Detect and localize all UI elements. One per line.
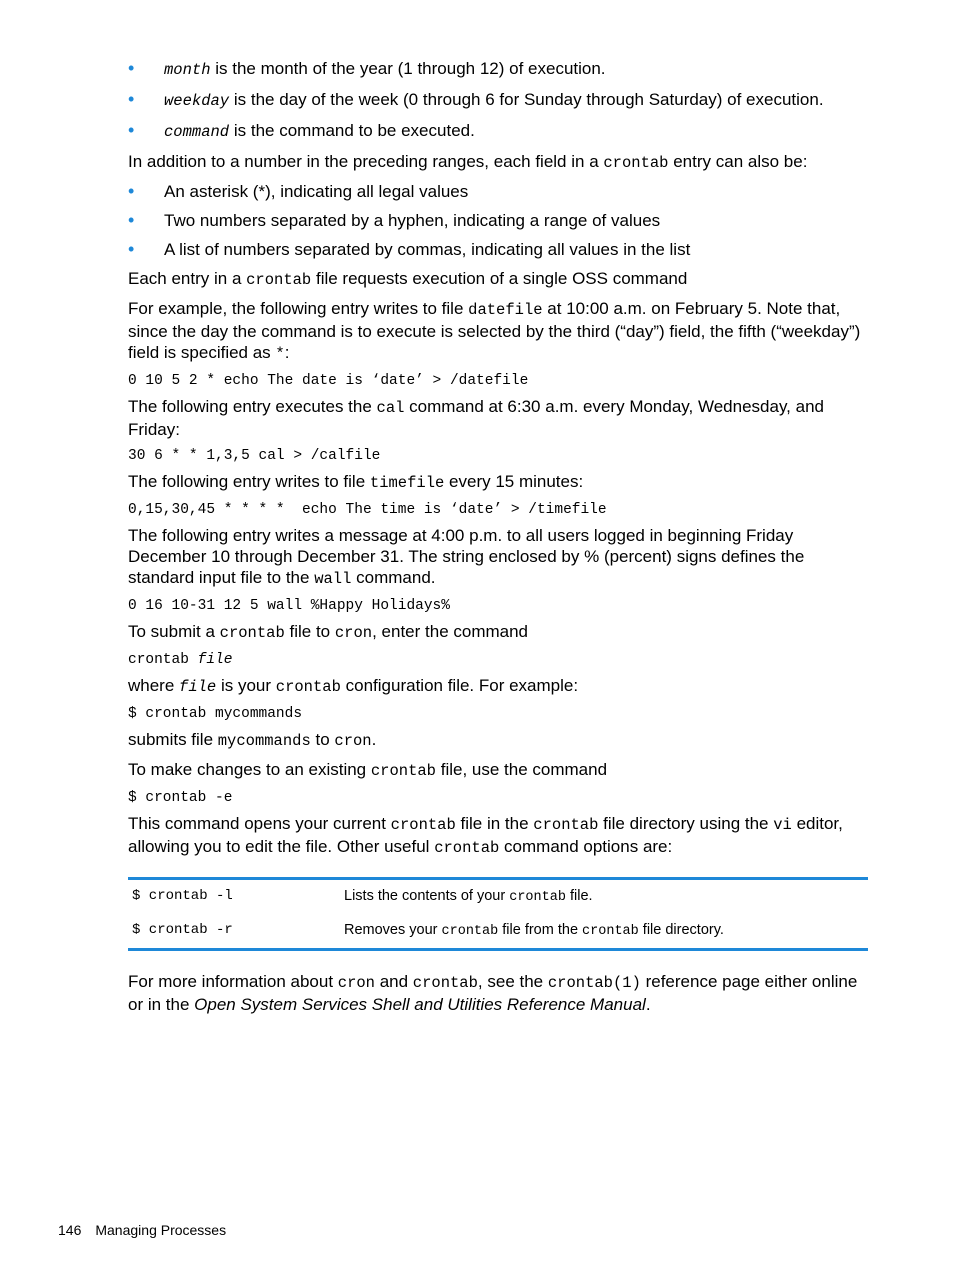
paragraph: For more information about cron and crontab, see the crontab(1) reference page either online or in the Open System Services Shell and Utilities Reference Manual. bbox=[128, 972, 858, 1014]
paragraph: The following entry writes a message at 4:00 p.m. to all users logged in beginning Friday December 10 through December 31. The string enclosed by % (percent) signs defines the standard input file to the wall command. bbox=[128, 526, 805, 588]
paragraph: The following entry executes the cal command at 6:30 a.m. every Monday, Wednesday, and Friday: bbox=[128, 397, 824, 439]
paragraph: In addition to a number in the preceding ranges, each field in a crontab entry can also be: bbox=[128, 152, 808, 172]
code-example: 0 10 5 2 * echo The date is ‘date’ > /datefile bbox=[128, 373, 529, 389]
code-example: crontab file bbox=[128, 652, 233, 668]
paragraph: Each entry in a crontab file requests execution of a single OSS command bbox=[128, 269, 688, 289]
options-table bbox=[128, 877, 868, 951]
manual-title: Open System Services Shell and Utilities Reference Manual bbox=[194, 995, 646, 1014]
paragraph: To submit a crontab file to cron, enter the command bbox=[128, 622, 529, 642]
code-example: 0,15,30,45 * * * * echo The time is ‘date’ > /timefile bbox=[128, 502, 607, 518]
paragraph: To make changes to an existing crontab file, use the command bbox=[128, 760, 608, 780]
list-item: • month is the month of the year (1 through 12) of execution. bbox=[128, 58, 868, 81]
page-number: 146 bbox=[58, 1222, 82, 1238]
paragraph: This command opens your current crontab file in the crontab file directory using the vi editor, allowing you to edit the file. Other useful crontab command options are: bbox=[128, 814, 843, 857]
option-description: Lists the contents of your crontab file. bbox=[344, 888, 593, 905]
list-item: • Two numbers separated by a hyphen, indicating a range of values bbox=[128, 210, 868, 231]
paragraph: submits file mycommands to cron. bbox=[128, 730, 377, 750]
table-row bbox=[128, 914, 868, 950]
list-item: • command is the command to be executed. bbox=[128, 120, 868, 143]
paragraph: where file is your crontab configuration file. For example: bbox=[128, 676, 579, 696]
option-command: $ crontab -l bbox=[132, 888, 233, 904]
section-title: Managing Processes bbox=[95, 1222, 227, 1238]
option-command: $ crontab -r bbox=[132, 922, 233, 938]
code-example: $ crontab -e bbox=[128, 790, 233, 806]
list-item: • An asterisk (*), indicating all legal values bbox=[128, 181, 868, 202]
page-footer bbox=[58, 1222, 226, 1238]
code-example: 0 16 10-31 12 5 wall %Happy Holidays% bbox=[128, 598, 450, 614]
list-item: • A list of numbers separated by commas, indicating all values in the list bbox=[128, 239, 868, 260]
code-example: 30 6 * * 1,3,5 cal > /calfile bbox=[128, 448, 381, 464]
list-item: • weekday is the day of the week (0 through 6 for Sunday through Saturday) of execution. bbox=[128, 89, 868, 112]
field-bullet-list bbox=[128, 58, 868, 143]
table-row bbox=[128, 879, 868, 915]
value-bullet-list bbox=[128, 181, 868, 260]
option-description: Removes your crontab file from the crontab file directory. bbox=[344, 922, 724, 939]
paragraph: The following entry writes to file timefile every 15 minutes: bbox=[128, 472, 584, 492]
page-body bbox=[128, 58, 868, 1022]
paragraph: For example, the following entry writes to file datefile at 10:00 a.m. on February 5. Note that, since the day the command is to execute is selected by the third (“day”) field, the fifth (“weekday”) field is specified as *: bbox=[128, 299, 861, 363]
code-example: $ crontab mycommands bbox=[128, 706, 303, 722]
